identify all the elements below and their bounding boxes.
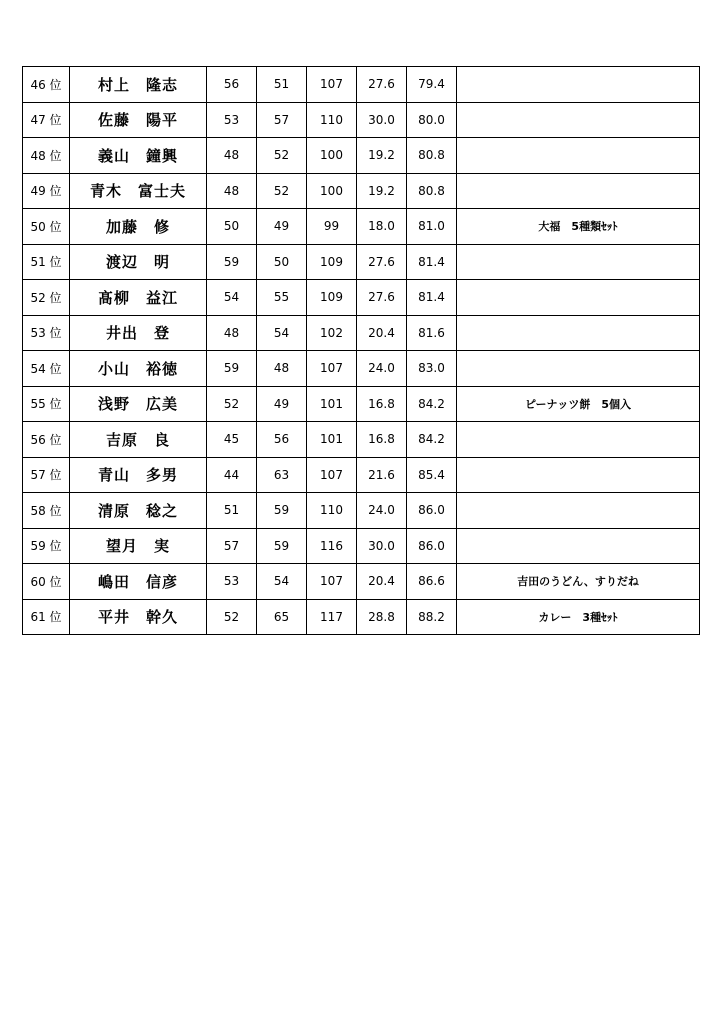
prize-cell [457, 138, 700, 174]
gross-score-cell: 102 [307, 315, 357, 351]
prize-cell [457, 422, 700, 458]
handicap-cell: 20.4 [357, 315, 407, 351]
table-row [23, 102, 700, 138]
net-score-cell: 80.0 [407, 102, 457, 138]
in-score-cell: 49 [257, 209, 307, 245]
prize-cell [457, 280, 700, 316]
gross-score-cell: 100 [307, 173, 357, 209]
player-name-cell: 清原 稔之 [70, 493, 207, 529]
rank-cell: 49 位 [23, 173, 70, 209]
out-score-cell: 48 [207, 315, 257, 351]
net-score-cell: 81.4 [407, 244, 457, 280]
handicap-cell: 19.2 [357, 138, 407, 174]
in-score-cell: 59 [257, 493, 307, 529]
out-score-cell: 52 [207, 599, 257, 635]
prize-cell: 吉田のうどん、すりだね [457, 564, 700, 600]
in-score-cell: 49 [257, 386, 307, 422]
gross-score-cell: 110 [307, 102, 357, 138]
in-score-cell: 50 [257, 244, 307, 280]
rank-cell: 58 位 [23, 493, 70, 529]
gross-score-cell: 101 [307, 386, 357, 422]
gross-score-cell: 110 [307, 493, 357, 529]
player-name-cell: 平井 幹久 [70, 599, 207, 635]
gross-score-cell: 101 [307, 422, 357, 458]
prize-cell: 大福 5種類ｾｯﾄ [457, 209, 700, 245]
table-row [23, 422, 700, 458]
table-row [23, 528, 700, 564]
rank-cell: 56 位 [23, 422, 70, 458]
rank-cell: 48 位 [23, 138, 70, 174]
prize-cell [457, 315, 700, 351]
table-row [23, 493, 700, 529]
table-row [23, 209, 700, 245]
table-row [23, 599, 700, 635]
gross-score-cell: 100 [307, 138, 357, 174]
rank-cell: 59 位 [23, 528, 70, 564]
net-score-cell: 88.2 [407, 599, 457, 635]
table-row [23, 386, 700, 422]
in-score-cell: 48 [257, 351, 307, 387]
out-score-cell: 48 [207, 138, 257, 174]
rank-cell: 55 位 [23, 386, 70, 422]
handicap-cell: 27.6 [357, 280, 407, 316]
player-name-cell: 渡辺 明 [70, 244, 207, 280]
out-score-cell: 44 [207, 457, 257, 493]
out-score-cell: 48 [207, 173, 257, 209]
player-name-cell: 加藤 修 [70, 209, 207, 245]
net-score-cell: 85.4 [407, 457, 457, 493]
net-score-cell: 81.4 [407, 280, 457, 316]
rank-cell: 61 位 [23, 599, 70, 635]
player-name-cell: 小山 裕徳 [70, 351, 207, 387]
results-body [23, 67, 700, 635]
gross-score-cell: 109 [307, 244, 357, 280]
out-score-cell: 45 [207, 422, 257, 458]
prize-cell [457, 67, 700, 103]
rank-cell: 46 位 [23, 67, 70, 103]
table-row [23, 564, 700, 600]
handicap-cell: 24.0 [357, 493, 407, 529]
in-score-cell: 54 [257, 315, 307, 351]
gross-score-cell: 107 [307, 564, 357, 600]
rank-cell: 52 位 [23, 280, 70, 316]
player-name-cell: 浅野 広美 [70, 386, 207, 422]
player-name-cell: 嶋田 信彦 [70, 564, 207, 600]
out-score-cell: 57 [207, 528, 257, 564]
net-score-cell: 83.0 [407, 351, 457, 387]
out-score-cell: 50 [207, 209, 257, 245]
out-score-cell: 59 [207, 351, 257, 387]
in-score-cell: 56 [257, 422, 307, 458]
out-score-cell: 56 [207, 67, 257, 103]
handicap-cell: 30.0 [357, 528, 407, 564]
gross-score-cell: 107 [307, 457, 357, 493]
player-name-cell: 井出 登 [70, 315, 207, 351]
results-table [22, 66, 700, 635]
net-score-cell: 81.0 [407, 209, 457, 245]
out-score-cell: 52 [207, 386, 257, 422]
in-score-cell: 52 [257, 173, 307, 209]
prize-cell [457, 493, 700, 529]
player-name-cell: 青木 富士夫 [70, 173, 207, 209]
handicap-cell: 21.6 [357, 457, 407, 493]
handicap-cell: 30.0 [357, 102, 407, 138]
prize-cell: ピーナッツ餅 5個入 [457, 386, 700, 422]
player-name-cell: 佐藤 陽平 [70, 102, 207, 138]
rank-cell: 60 位 [23, 564, 70, 600]
in-score-cell: 51 [257, 67, 307, 103]
handicap-cell: 20.4 [357, 564, 407, 600]
rank-cell: 54 位 [23, 351, 70, 387]
rank-cell: 51 位 [23, 244, 70, 280]
in-score-cell: 55 [257, 280, 307, 316]
table-row [23, 244, 700, 280]
out-score-cell: 53 [207, 564, 257, 600]
handicap-cell: 16.8 [357, 422, 407, 458]
rank-cell: 47 位 [23, 102, 70, 138]
out-score-cell: 51 [207, 493, 257, 529]
out-score-cell: 54 [207, 280, 257, 316]
player-name-cell: 髙柳 益江 [70, 280, 207, 316]
handicap-cell: 16.8 [357, 386, 407, 422]
table-row [23, 173, 700, 209]
rank-cell: 50 位 [23, 209, 70, 245]
gross-score-cell: 116 [307, 528, 357, 564]
player-name-cell: 青山 多男 [70, 457, 207, 493]
gross-score-cell: 99 [307, 209, 357, 245]
in-score-cell: 63 [257, 457, 307, 493]
handicap-cell: 27.6 [357, 244, 407, 280]
net-score-cell: 80.8 [407, 173, 457, 209]
gross-score-cell: 109 [307, 280, 357, 316]
in-score-cell: 59 [257, 528, 307, 564]
out-score-cell: 53 [207, 102, 257, 138]
gross-score-cell: 107 [307, 67, 357, 103]
in-score-cell: 52 [257, 138, 307, 174]
prize-cell [457, 351, 700, 387]
handicap-cell: 18.0 [357, 209, 407, 245]
in-score-cell: 57 [257, 102, 307, 138]
net-score-cell: 84.2 [407, 386, 457, 422]
net-score-cell: 80.8 [407, 138, 457, 174]
in-score-cell: 65 [257, 599, 307, 635]
table-row [23, 351, 700, 387]
gross-score-cell: 117 [307, 599, 357, 635]
net-score-cell: 86.0 [407, 493, 457, 529]
net-score-cell: 79.4 [407, 67, 457, 103]
out-score-cell: 59 [207, 244, 257, 280]
handicap-cell: 19.2 [357, 173, 407, 209]
table-row [23, 67, 700, 103]
in-score-cell: 54 [257, 564, 307, 600]
prize-cell [457, 457, 700, 493]
gross-score-cell: 107 [307, 351, 357, 387]
table-row [23, 457, 700, 493]
player-name-cell: 義山 鐘興 [70, 138, 207, 174]
prize-cell: カレー 3種ｾｯﾄ [457, 599, 700, 635]
player-name-cell: 望月 実 [70, 528, 207, 564]
net-score-cell: 84.2 [407, 422, 457, 458]
prize-cell [457, 244, 700, 280]
handicap-cell: 27.6 [357, 67, 407, 103]
table-row [23, 315, 700, 351]
handicap-cell: 24.0 [357, 351, 407, 387]
net-score-cell: 86.6 [407, 564, 457, 600]
rank-cell: 57 位 [23, 457, 70, 493]
rank-cell: 53 位 [23, 315, 70, 351]
prize-cell [457, 102, 700, 138]
handicap-cell: 28.8 [357, 599, 407, 635]
player-name-cell: 吉原 良 [70, 422, 207, 458]
table-row [23, 138, 700, 174]
prize-cell [457, 528, 700, 564]
prize-cell [457, 173, 700, 209]
net-score-cell: 86.0 [407, 528, 457, 564]
net-score-cell: 81.6 [407, 315, 457, 351]
player-name-cell: 村上 隆志 [70, 67, 207, 103]
table-row [23, 280, 700, 316]
